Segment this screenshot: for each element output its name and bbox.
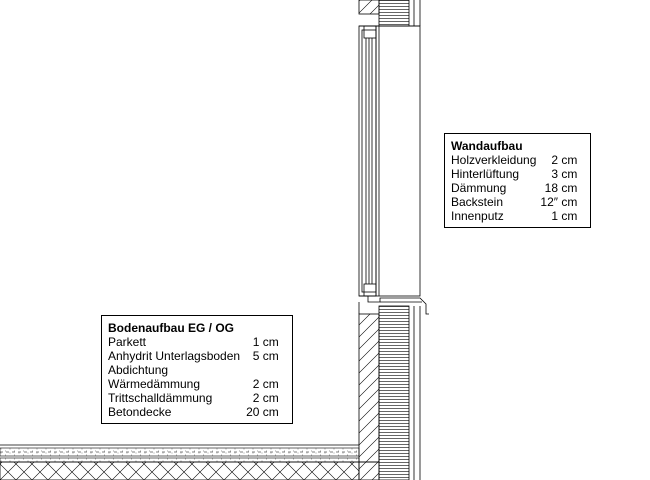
wall-legend-title: Wandaufbau xyxy=(451,139,523,153)
layer-thickness: 2 cm xyxy=(551,153,578,167)
layer-thickness: 2 cm xyxy=(252,377,279,391)
layer-thickness: 18 cm xyxy=(544,181,578,195)
wall-lower xyxy=(359,306,420,480)
wall-layer-row xyxy=(451,167,577,181)
layer-thickness: 1 cm xyxy=(252,335,279,349)
layer-thickness: 2 cm xyxy=(252,391,279,405)
floor-legend-title: Bodenaufbau EG / OG xyxy=(108,321,235,335)
layer-thickness: 20 cm xyxy=(246,405,279,419)
floor-layer-row xyxy=(108,405,279,419)
layer-name: Innenputz xyxy=(451,209,504,223)
layer-name: Parkett xyxy=(108,335,147,349)
wall-layer-row xyxy=(451,153,577,167)
floor-layer-row xyxy=(108,335,279,349)
layer-name: Anhydrit Unterlagsboden xyxy=(108,349,241,363)
layer-name: Hinterlüftung xyxy=(451,167,520,181)
layer-name: Betondecke xyxy=(108,405,172,419)
layer-name: Backstein xyxy=(451,195,504,209)
wall-legend-table xyxy=(451,153,577,223)
floor-slab xyxy=(0,445,359,480)
floor-buildup-legend xyxy=(101,315,293,424)
window-frame xyxy=(359,26,420,296)
layer-name: Trittschalldämmung xyxy=(108,391,213,405)
floor-layer-row xyxy=(108,349,279,363)
floor-layer-row xyxy=(108,377,279,391)
wall-buildup-legend xyxy=(444,133,591,228)
layer-name: Dämmung xyxy=(451,181,507,195)
layer-name: Abdichtung xyxy=(108,363,169,377)
floor-layer-row xyxy=(108,363,279,377)
layer-name: Wärmedämmung xyxy=(108,377,201,391)
layer-thickness xyxy=(240,363,279,377)
layer-thickness: 5 cm xyxy=(252,349,279,363)
layer-name: Holzverkleidung xyxy=(451,153,537,167)
wall-layer-row xyxy=(451,181,577,195)
layer-thickness: 3 cm xyxy=(551,167,578,181)
wall-upper xyxy=(359,0,420,26)
wall-layer-row xyxy=(451,209,577,223)
layer-thickness: 12″ cm xyxy=(540,195,578,209)
wall-layer-row xyxy=(451,195,577,209)
floor-legend-table xyxy=(108,335,279,419)
floor-layer-row xyxy=(108,391,279,405)
layer-thickness: 1 cm xyxy=(551,209,578,223)
